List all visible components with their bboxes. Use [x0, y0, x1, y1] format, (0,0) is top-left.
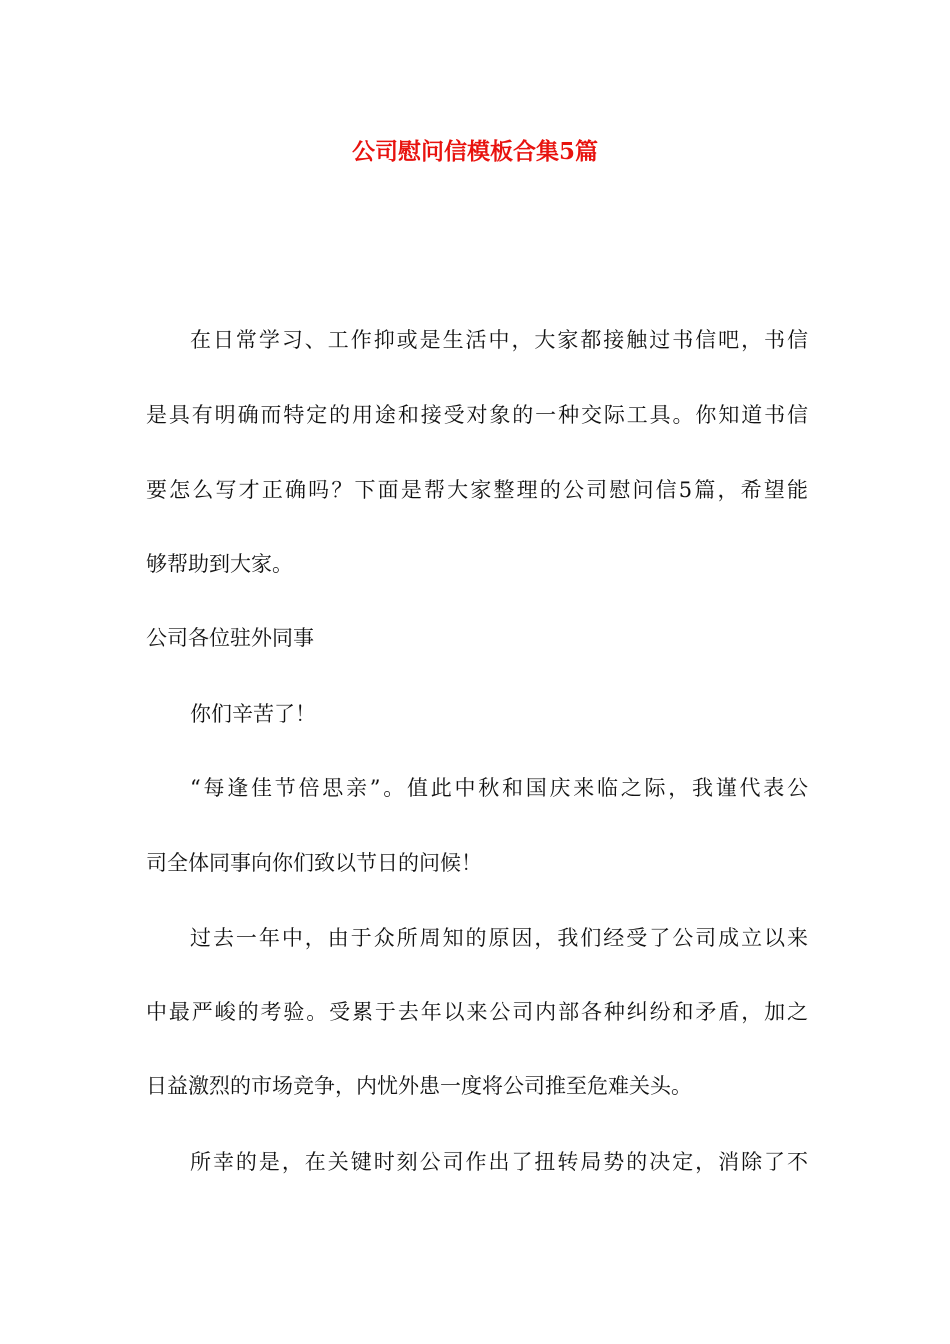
paragraph-line: 够帮助到大家。 [146, 552, 293, 576]
paragraph-line: 中最严峻的考验。受累于去年以来公司内部各种纠纷和矛盾，加之 [146, 1000, 808, 1024]
paragraph-line: 在日常学习、工作抑或是生活中，大家都接触过书信吧，书信 [190, 328, 808, 352]
paragraph-line: 要怎么写才正确吗？下面是帮大家整理的公司慰问信5篇，希望能 [146, 478, 808, 502]
paragraph-line: “每逢佳节倍思亲”。值此中秋和国庆来临之际，我谨代表公 [190, 776, 808, 800]
paragraph-line: 所幸的是，在关键时刻公司作出了扭转局势的决定，消除了不 [190, 1150, 808, 1174]
paragraph-line: 日益激烈的市场竞争，内忧外患一度将公司推至危难关头。 [146, 1074, 692, 1098]
paragraph-line: 是具有明确而特定的用途和接受对象的一种交际工具。你知道书信 [146, 403, 808, 427]
document-title: 公司慰问信模板合集5篇 [351, 138, 598, 165]
salutation-line: 公司各位驻外同事 [146, 626, 314, 650]
paragraph-line: 过去一年中，由于众所周知的原因，我们经受了公司成立以来 [190, 926, 808, 950]
greeting-line: 你们辛苦了！ [190, 702, 316, 726]
paragraph-line: 司全体同事向你们致以节日的问候！ [146, 851, 482, 875]
